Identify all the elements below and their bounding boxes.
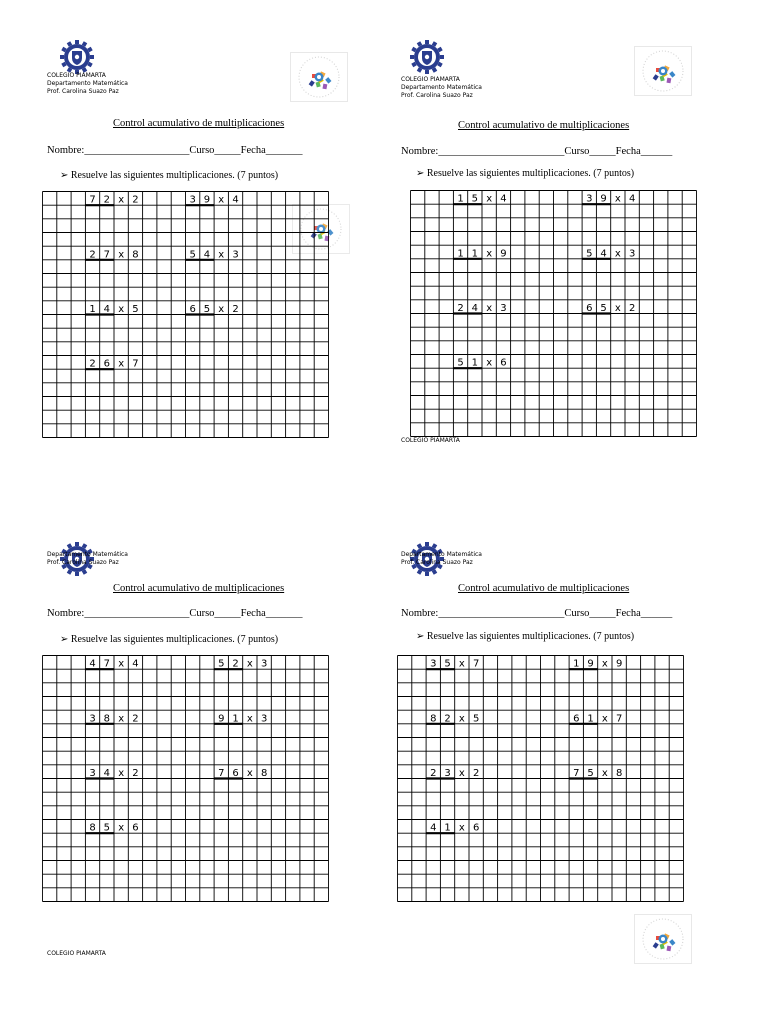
multiplicand-digit: 1 xyxy=(457,193,464,205)
header-line: Departamento Matemática xyxy=(401,551,482,558)
multiplicand-digit: 3 xyxy=(430,658,437,670)
operator-sign: x xyxy=(458,713,465,725)
multiplication-problem xyxy=(85,195,138,206)
instruction xyxy=(60,170,278,181)
multiplier-digit: 3 xyxy=(628,248,636,260)
multiplier-digit: 3 xyxy=(500,303,507,314)
multiplier-digit: 6 xyxy=(132,822,139,834)
operator-sign: x xyxy=(246,713,253,725)
header-line: Departamento Matemática xyxy=(47,551,128,558)
header-line: Departamento Matemática xyxy=(47,80,128,87)
header-block xyxy=(47,72,128,96)
operator-sign: x xyxy=(118,658,125,670)
multiplier-digit: 7 xyxy=(615,713,623,725)
multiplier-digit: 4 xyxy=(500,193,507,205)
multiplicand-digit: 7 xyxy=(89,194,96,206)
multiplication-problem xyxy=(569,659,622,670)
multiplicand-digit: 6 xyxy=(189,304,196,315)
grid-svg[interactable] xyxy=(42,191,329,438)
multiplicand-digit: 4 xyxy=(430,822,437,834)
bullet-arrow-icon: ➢ xyxy=(60,170,69,181)
multiplicand-digit: 3 xyxy=(189,194,196,206)
multiplicand-digit: 1 xyxy=(587,713,594,725)
multiplier-digit: 8 xyxy=(260,768,268,779)
multiplication-problem xyxy=(85,713,138,724)
header-line: Prof. Carolina Suazo Paz xyxy=(401,92,473,99)
operator-sign: x xyxy=(486,248,493,260)
multiplier-digit: 7 xyxy=(472,658,480,670)
multiplicand-digit: 5 xyxy=(587,768,594,779)
multiplicand-digit: 9 xyxy=(218,713,225,725)
operator-sign: x xyxy=(118,249,125,261)
multiplicand-digit: 6 xyxy=(586,303,593,314)
multiplicand-digit: 4 xyxy=(89,658,96,670)
multiplicand-digit: 4 xyxy=(103,304,111,315)
multiplier-digit: 2 xyxy=(132,194,139,206)
worksheet-title: Control acumulativo de multiplicaciones xyxy=(458,583,630,594)
multiplicand-digit: 7 xyxy=(218,768,225,779)
multiplication-problem xyxy=(214,768,267,779)
multiplicand-digit: 4 xyxy=(600,248,607,260)
multiplicand-digit: 1 xyxy=(89,304,96,315)
instruction xyxy=(416,631,634,642)
operator-sign: x xyxy=(486,193,493,205)
multiplier-digit: 7 xyxy=(132,358,139,370)
multiplication-problem xyxy=(453,358,506,369)
multiplicand-digit: 2 xyxy=(232,658,239,670)
operator-sign: x xyxy=(458,822,465,834)
multiplier-digit: 2 xyxy=(628,303,636,314)
multiplicand-digit: 1 xyxy=(471,357,479,369)
multiplier-digit: 3 xyxy=(260,658,268,670)
name-course-date-line: Nombre:____________________Curso_____Fecha_______ xyxy=(47,608,303,619)
bullet-arrow-icon: ➢ xyxy=(416,168,425,179)
worksheet-title: Control acumulativo de multiplicaciones xyxy=(458,120,630,131)
multiplier-digit: 6 xyxy=(500,357,507,369)
multiplier-digit: 2 xyxy=(132,768,139,779)
multiplication-problem xyxy=(85,249,138,260)
operator-sign: x xyxy=(246,768,253,779)
multiplicand-digit: 2 xyxy=(103,194,111,206)
school-crest-icon xyxy=(410,40,444,78)
multiplicand-digit: 8 xyxy=(103,713,111,725)
multiplication-problem xyxy=(186,304,239,315)
multiplier-digit: 9 xyxy=(615,658,623,670)
instruction-text: Resuelve las siguientes multiplicaciones. (7 puntos) xyxy=(426,631,635,642)
multiplicand-digit: 6 xyxy=(232,768,239,779)
multiplier-digit: 6 xyxy=(472,822,480,834)
operator-sign: x xyxy=(486,357,493,369)
multiplicand-digit: 1 xyxy=(232,713,239,725)
operator-sign: x xyxy=(118,713,125,725)
multiplicand-digit: 9 xyxy=(600,193,607,205)
multiplicand-digit: 6 xyxy=(573,713,580,725)
multiplicand-digit: 3 xyxy=(444,768,451,779)
instruction-text: Resuelve las siguientes multiplicaciones. (7 puntos) xyxy=(70,634,279,645)
operator-sign: x xyxy=(118,358,125,370)
operator-sign: x xyxy=(486,303,493,314)
header-line: Prof. Carolina Suazo Paz xyxy=(47,88,119,95)
multiplicand-digit: 5 xyxy=(203,304,211,315)
multiplication-problem xyxy=(453,303,506,314)
grid-svg[interactable] xyxy=(410,190,697,437)
multiplier-digit: 8 xyxy=(615,768,623,779)
instruction-text: Resuelve las siguientes multiplicaciones. (7 puntos) xyxy=(70,170,279,181)
answer-grid[interactable] xyxy=(410,190,697,437)
multiplication-problem xyxy=(453,248,506,259)
multiplier-digit: 3 xyxy=(260,713,268,725)
multiplication-problem xyxy=(85,823,138,834)
operator-sign: x xyxy=(118,304,125,315)
multiplication-problem xyxy=(214,713,267,724)
multiplicand-digit: 7 xyxy=(103,249,111,261)
multiplicand-digit: 2 xyxy=(89,249,96,261)
operator-sign: x xyxy=(118,768,125,779)
header-line: Prof. Carolina Suazo Paz xyxy=(47,559,119,566)
footer-school: COLEGIO PIAMARTA xyxy=(401,437,460,444)
multiplier-digit: 4 xyxy=(232,194,239,206)
multiplication-problem xyxy=(426,713,479,724)
grid-svg[interactable] xyxy=(397,655,684,902)
math-department-seal-icon xyxy=(634,46,692,100)
multiplicand-digit: 1 xyxy=(457,248,464,260)
header-block xyxy=(47,551,128,567)
header-line: COLEGIO PIAMARTA xyxy=(47,72,106,79)
multiplication-problem xyxy=(85,768,138,779)
operator-sign: x xyxy=(218,249,225,261)
name-course-date-line: Nombre:________________________Curso_____Fecha______ xyxy=(401,608,673,619)
math-department-seal-icon xyxy=(634,914,692,968)
instruction-text: Resuelve las siguientes multiplicaciones. (7 puntos) xyxy=(426,168,635,179)
multiplicand-digit: 5 xyxy=(189,249,196,261)
multiplication-problem xyxy=(186,249,239,260)
multiplicand-digit: 5 xyxy=(471,193,479,205)
multiplication-problem xyxy=(426,659,479,670)
multiplicand-digit: 9 xyxy=(587,658,594,670)
header-block xyxy=(401,551,482,567)
multiplicand-digit: 1 xyxy=(444,822,451,834)
multiplicand-digit: 5 xyxy=(218,658,225,670)
multiplicand-digit: 7 xyxy=(573,768,580,779)
operator-sign: x xyxy=(458,768,465,779)
bullet-arrow-icon: ➢ xyxy=(416,631,425,642)
multiplier-digit: 3 xyxy=(232,249,239,261)
multiplicand-digit: 1 xyxy=(471,248,479,260)
multiplication-problem xyxy=(582,248,635,259)
multiplicand-digit: 5 xyxy=(586,248,593,260)
multiplicand-digit: 2 xyxy=(444,713,451,725)
grid-svg[interactable] xyxy=(42,655,329,902)
multiplier-digit: 5 xyxy=(472,713,480,725)
worksheet-title: Control acumulativo de multiplicaciones xyxy=(113,583,285,594)
multiplier-digit: 5 xyxy=(132,304,139,315)
multiplier-digit: 2 xyxy=(132,713,139,725)
multiplier-digit: 8 xyxy=(132,249,139,261)
header-line: Departamento Matemática xyxy=(401,84,482,91)
multiplier-digit: 9 xyxy=(500,248,507,260)
multiplicand-digit: 5 xyxy=(444,658,451,670)
operator-sign: x xyxy=(218,194,225,206)
multiplication-problem xyxy=(426,768,479,779)
instruction xyxy=(60,634,278,645)
multiplicand-digit: 5 xyxy=(457,357,464,369)
multiplication-problem xyxy=(453,194,506,205)
multiplication-problem xyxy=(85,659,138,670)
multiplication-problem xyxy=(85,304,138,315)
multiplication-problem xyxy=(569,713,622,724)
multiplicand-digit: 9 xyxy=(203,194,211,206)
worksheet-title: Control acumulativo de multiplicaciones xyxy=(113,118,285,129)
multiplicand-digit: 5 xyxy=(600,303,607,314)
multiplication-problem xyxy=(186,195,239,206)
bullet-arrow-icon: ➢ xyxy=(60,634,69,645)
operator-sign: x xyxy=(601,768,608,779)
operator-sign: x xyxy=(118,194,125,206)
multiplicand-digit: 5 xyxy=(103,822,111,834)
multiplication-problem xyxy=(582,303,635,314)
multiplicand-digit: 4 xyxy=(471,303,479,314)
multiplicand-digit: 4 xyxy=(103,768,111,779)
multiplier-digit: 2 xyxy=(232,304,239,315)
multiplication-problem xyxy=(85,359,138,370)
multiplier-digit: 4 xyxy=(132,658,139,670)
name-course-date-line: Nombre:____________________Curso_____Fecha_______ xyxy=(47,145,303,156)
multiplier-digit: 4 xyxy=(628,193,636,205)
multiplication-problem xyxy=(569,768,622,779)
multiplicand-digit: 4 xyxy=(203,249,211,261)
operator-sign: x xyxy=(246,658,253,670)
header-block xyxy=(401,76,482,100)
multiplication-problem xyxy=(582,194,635,205)
header-line: COLEGIO PIAMARTA xyxy=(401,76,460,83)
multiplicand-digit: 2 xyxy=(89,358,96,370)
multiplier-digit: 2 xyxy=(472,768,480,779)
operator-sign: x xyxy=(614,303,621,314)
math-department-seal-icon xyxy=(290,52,348,106)
instruction xyxy=(416,168,634,179)
operator-sign: x xyxy=(601,658,608,670)
operator-sign: x xyxy=(458,658,465,670)
multiplication-problem xyxy=(426,823,479,834)
answer-grid[interactable] xyxy=(397,655,684,902)
multiplicand-digit: 7 xyxy=(103,658,111,670)
answer-grid[interactable] xyxy=(42,191,329,438)
operator-sign: x xyxy=(601,713,608,725)
operator-sign: x xyxy=(118,822,125,834)
answer-grid[interactable] xyxy=(42,655,329,902)
multiplicand-digit: 2 xyxy=(430,768,437,779)
multiplicand-digit: 3 xyxy=(89,713,96,725)
operator-sign: x xyxy=(218,304,225,315)
operator-sign: x xyxy=(614,193,621,205)
multiplicand-digit: 1 xyxy=(573,658,580,670)
multiplicand-digit: 2 xyxy=(457,303,464,314)
multiplicand-digit: 8 xyxy=(430,713,437,725)
name-course-date-line: Nombre:________________________Curso_____Fecha______ xyxy=(401,146,673,157)
multiplication-problem xyxy=(214,659,267,670)
footer-school: COLEGIO PIAMARTA xyxy=(47,950,106,957)
multiplicand-digit: 8 xyxy=(89,822,96,834)
multiplicand-digit: 3 xyxy=(89,768,96,779)
multiplicand-digit: 3 xyxy=(586,193,593,205)
operator-sign: x xyxy=(614,248,621,260)
multiplicand-digit: 6 xyxy=(103,358,111,370)
header-line: Prof. Carolina Suazo Paz xyxy=(401,559,473,566)
